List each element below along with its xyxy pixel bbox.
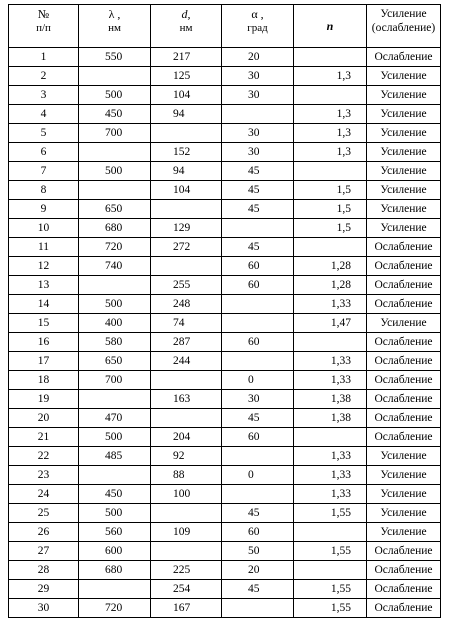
header-thickness <box>151 5 222 48</box>
cell-wavelength: 650 <box>79 200 151 219</box>
cell-thickness: 104 <box>151 86 222 105</box>
cell-result: Усиление <box>367 143 441 162</box>
cell-number: 3 <box>9 86 79 105</box>
cell-angle <box>222 219 294 238</box>
header-thickness-unit: нм <box>179 22 193 34</box>
cell-number: 17 <box>9 352 79 371</box>
cell-number: 26 <box>9 523 79 542</box>
cell-refractive-index <box>294 48 367 67</box>
cell-thickness: 74 <box>151 314 222 333</box>
cell-thickness: 94 <box>151 105 222 124</box>
cell-angle: 30 <box>222 67 294 86</box>
table-row <box>9 504 441 523</box>
cell-wavelength: 470 <box>79 409 151 428</box>
cell-wavelength: 485 <box>79 447 151 466</box>
table-row <box>9 314 441 333</box>
cell-refractive-index: 1,5 <box>294 181 367 200</box>
cell-wavelength: 500 <box>79 295 151 314</box>
cell-thickness <box>151 542 222 561</box>
table-row <box>9 561 441 580</box>
cell-thickness: 217 <box>151 48 222 67</box>
table-row <box>9 257 441 276</box>
table-row <box>9 542 441 561</box>
table-row <box>9 219 441 238</box>
table-row <box>9 466 441 485</box>
cell-refractive-index: 1,28 <box>294 257 367 276</box>
cell-refractive-index: 1,33 <box>294 447 367 466</box>
cell-angle: 45 <box>222 580 294 599</box>
table-header <box>9 5 441 48</box>
cell-refractive-index <box>294 561 367 580</box>
cell-number: 18 <box>9 371 79 390</box>
header-thickness-symbol: d, <box>181 7 191 21</box>
table-row <box>9 181 441 200</box>
header-refractive-index <box>294 5 367 48</box>
cell-refractive-index <box>294 428 367 447</box>
cell-result: Усиление <box>367 219 441 238</box>
cell-thickness: 88 <box>151 466 222 485</box>
data-table <box>8 4 441 618</box>
data-table-container <box>8 4 441 618</box>
header-row <box>9 5 441 48</box>
table-body <box>9 48 441 618</box>
cell-thickness: 94 <box>151 162 222 181</box>
cell-refractive-index: 1,5 <box>294 200 367 219</box>
table-row <box>9 276 441 295</box>
cell-thickness <box>151 504 222 523</box>
table-row <box>9 86 441 105</box>
cell-thickness: 272 <box>151 238 222 257</box>
cell-number: 30 <box>9 599 79 618</box>
cell-number: 16 <box>9 333 79 352</box>
cell-thickness: 109 <box>151 523 222 542</box>
cell-number: 14 <box>9 295 79 314</box>
cell-result: Ослабление <box>367 542 441 561</box>
cell-number: 13 <box>9 276 79 295</box>
header-angle-symbol: α , <box>251 7 264 21</box>
cell-number: 9 <box>9 200 79 219</box>
cell-number: 20 <box>9 409 79 428</box>
cell-number: 19 <box>9 390 79 409</box>
cell-angle: 20 <box>222 561 294 580</box>
table-row <box>9 143 441 162</box>
cell-angle: 20 <box>222 48 294 67</box>
table-row <box>9 162 441 181</box>
table-row <box>9 390 441 409</box>
cell-wavelength <box>79 181 151 200</box>
cell-result: Ослабление <box>367 276 441 295</box>
cell-refractive-index: 1,55 <box>294 599 367 618</box>
cell-refractive-index: 1,33 <box>294 371 367 390</box>
table-row <box>9 580 441 599</box>
cell-angle: 45 <box>222 162 294 181</box>
table-row <box>9 295 441 314</box>
cell-thickness: 163 <box>151 390 222 409</box>
cell-thickness <box>151 124 222 143</box>
cell-refractive-index <box>294 162 367 181</box>
cell-number: 27 <box>9 542 79 561</box>
cell-angle <box>222 105 294 124</box>
cell-thickness: 255 <box>151 276 222 295</box>
cell-thickness: 167 <box>151 599 222 618</box>
cell-wavelength <box>79 143 151 162</box>
cell-wavelength: 600 <box>79 542 151 561</box>
cell-angle: 45 <box>222 200 294 219</box>
header-wavelength-unit: нм <box>108 22 121 34</box>
cell-result: Ослабление <box>367 48 441 67</box>
cell-refractive-index <box>294 238 367 257</box>
cell-angle: 60 <box>222 257 294 276</box>
header-number <box>9 5 79 48</box>
cell-result: Усиление <box>367 105 441 124</box>
cell-angle: 50 <box>222 542 294 561</box>
cell-number: 25 <box>9 504 79 523</box>
cell-wavelength: 580 <box>79 333 151 352</box>
cell-angle: 45 <box>222 181 294 200</box>
cell-refractive-index <box>294 86 367 105</box>
table-row <box>9 67 441 86</box>
cell-result: Ослабление <box>367 295 441 314</box>
cell-thickness: 287 <box>151 333 222 352</box>
cell-wavelength: 550 <box>79 48 151 67</box>
cell-result: Ослабление <box>367 561 441 580</box>
cell-result: Ослабление <box>367 599 441 618</box>
cell-number: 5 <box>9 124 79 143</box>
cell-refractive-index: 1,33 <box>294 352 367 371</box>
cell-angle: 30 <box>222 86 294 105</box>
cell-number: 12 <box>9 257 79 276</box>
cell-angle: 60 <box>222 523 294 542</box>
cell-result: Усиление <box>367 200 441 219</box>
cell-angle: 45 <box>222 238 294 257</box>
header-result <box>367 5 441 48</box>
cell-refractive-index: 1,55 <box>294 542 367 561</box>
cell-thickness <box>151 200 222 219</box>
cell-thickness <box>151 257 222 276</box>
cell-wavelength: 400 <box>79 314 151 333</box>
cell-angle: 30 <box>222 124 294 143</box>
cell-result: Ослабление <box>367 428 441 447</box>
cell-number: 2 <box>9 67 79 86</box>
table-row <box>9 599 441 618</box>
cell-angle <box>222 295 294 314</box>
cell-refractive-index: 1,33 <box>294 485 367 504</box>
cell-angle: 60 <box>222 276 294 295</box>
header-number-sub: п/п <box>36 22 51 34</box>
header-result-line2: (ослабление) <box>371 22 436 34</box>
table-row <box>9 48 441 67</box>
cell-refractive-index: 1,5 <box>294 219 367 238</box>
header-wavelength-symbol: λ , <box>108 7 121 21</box>
header-wavelength <box>79 5 151 48</box>
cell-thickness: 129 <box>151 219 222 238</box>
cell-wavelength: 560 <box>79 523 151 542</box>
cell-angle: 60 <box>222 428 294 447</box>
cell-number: 21 <box>9 428 79 447</box>
cell-result: Ослабление <box>367 409 441 428</box>
cell-angle: 45 <box>222 504 294 523</box>
cell-number: 11 <box>9 238 79 257</box>
cell-wavelength: 720 <box>79 238 151 257</box>
cell-angle <box>222 485 294 504</box>
cell-result: Ослабление <box>367 333 441 352</box>
cell-result: Усиление <box>367 314 441 333</box>
header-angle <box>222 5 294 48</box>
table-row <box>9 409 441 428</box>
cell-number: 8 <box>9 181 79 200</box>
cell-thickness: 152 <box>151 143 222 162</box>
cell-angle <box>222 314 294 333</box>
cell-result: Усиление <box>367 504 441 523</box>
cell-thickness: 225 <box>151 561 222 580</box>
cell-result: Усиление <box>367 523 441 542</box>
cell-thickness: 204 <box>151 428 222 447</box>
header-number-symbol: № <box>37 7 50 21</box>
cell-thickness: 125 <box>151 67 222 86</box>
cell-angle <box>222 447 294 466</box>
cell-refractive-index: 1,38 <box>294 409 367 428</box>
cell-refractive-index: 1,55 <box>294 580 367 599</box>
header-angle-unit: град <box>247 22 268 34</box>
cell-result: Ослабление <box>367 390 441 409</box>
table-row <box>9 124 441 143</box>
cell-wavelength <box>79 390 151 409</box>
cell-thickness: 104 <box>151 181 222 200</box>
cell-refractive-index: 1,3 <box>294 67 367 86</box>
cell-refractive-index: 1,33 <box>294 295 367 314</box>
cell-result: Ослабление <box>367 238 441 257</box>
cell-refractive-index: 1,28 <box>294 276 367 295</box>
cell-result: Усиление <box>367 466 441 485</box>
cell-result: Ослабление <box>367 580 441 599</box>
cell-wavelength: 700 <box>79 371 151 390</box>
cell-result: Усиление <box>367 447 441 466</box>
cell-thickness: 254 <box>151 580 222 599</box>
cell-angle <box>222 352 294 371</box>
cell-wavelength: 680 <box>79 561 151 580</box>
cell-number: 6 <box>9 143 79 162</box>
cell-result: Усиление <box>367 162 441 181</box>
cell-result: Усиление <box>367 485 441 504</box>
cell-wavelength: 500 <box>79 428 151 447</box>
cell-number: 28 <box>9 561 79 580</box>
table-row <box>9 200 441 219</box>
cell-thickness: 248 <box>151 295 222 314</box>
table-row <box>9 352 441 371</box>
cell-number: 22 <box>9 447 79 466</box>
cell-wavelength: 650 <box>79 352 151 371</box>
cell-refractive-index: 1,3 <box>294 105 367 124</box>
cell-result: Усиление <box>367 124 441 143</box>
cell-refractive-index: 1,55 <box>294 504 367 523</box>
cell-number: 24 <box>9 485 79 504</box>
cell-angle: 0 <box>222 466 294 485</box>
cell-thickness: 244 <box>151 352 222 371</box>
cell-angle: 60 <box>222 333 294 352</box>
table-row <box>9 485 441 504</box>
cell-number: 4 <box>9 105 79 124</box>
cell-number: 15 <box>9 314 79 333</box>
cell-wavelength <box>79 580 151 599</box>
cell-angle: 30 <box>222 390 294 409</box>
cell-angle <box>222 599 294 618</box>
cell-angle: 0 <box>222 371 294 390</box>
cell-wavelength: 500 <box>79 162 151 181</box>
table-row <box>9 105 441 124</box>
cell-wavelength: 700 <box>79 124 151 143</box>
cell-result: Усиление <box>367 86 441 105</box>
cell-result: Ослабление <box>367 257 441 276</box>
table-row <box>9 447 441 466</box>
cell-number: 1 <box>9 48 79 67</box>
cell-thickness: 92 <box>151 447 222 466</box>
cell-refractive-index <box>294 333 367 352</box>
cell-wavelength: 450 <box>79 105 151 124</box>
cell-thickness <box>151 409 222 428</box>
cell-refractive-index: 1,3 <box>294 143 367 162</box>
cell-wavelength <box>79 67 151 86</box>
cell-number: 7 <box>9 162 79 181</box>
cell-wavelength: 740 <box>79 257 151 276</box>
cell-number: 23 <box>9 466 79 485</box>
cell-wavelength: 500 <box>79 86 151 105</box>
cell-result: Усиление <box>367 67 441 86</box>
header-refractive-index-symbol: n <box>326 19 334 33</box>
cell-thickness <box>151 371 222 390</box>
cell-number: 29 <box>9 580 79 599</box>
cell-wavelength <box>79 276 151 295</box>
cell-angle: 30 <box>222 143 294 162</box>
cell-number: 10 <box>9 219 79 238</box>
cell-wavelength: 500 <box>79 504 151 523</box>
cell-refractive-index: 1,33 <box>294 466 367 485</box>
table-row <box>9 371 441 390</box>
table-row <box>9 333 441 352</box>
cell-wavelength <box>79 466 151 485</box>
cell-wavelength: 450 <box>79 485 151 504</box>
header-result-line1: Усиление <box>380 8 427 20</box>
table-row <box>9 428 441 447</box>
cell-result: Ослабление <box>367 352 441 371</box>
cell-refractive-index: 1,3 <box>294 124 367 143</box>
cell-wavelength: 680 <box>79 219 151 238</box>
cell-refractive-index: 1,47 <box>294 314 367 333</box>
cell-refractive-index <box>294 523 367 542</box>
table-row <box>9 523 441 542</box>
cell-refractive-index: 1,38 <box>294 390 367 409</box>
cell-result: Ослабление <box>367 371 441 390</box>
table-row <box>9 238 441 257</box>
cell-result: Усиление <box>367 181 441 200</box>
cell-thickness: 100 <box>151 485 222 504</box>
cell-angle: 45 <box>222 409 294 428</box>
cell-wavelength: 720 <box>79 599 151 618</box>
